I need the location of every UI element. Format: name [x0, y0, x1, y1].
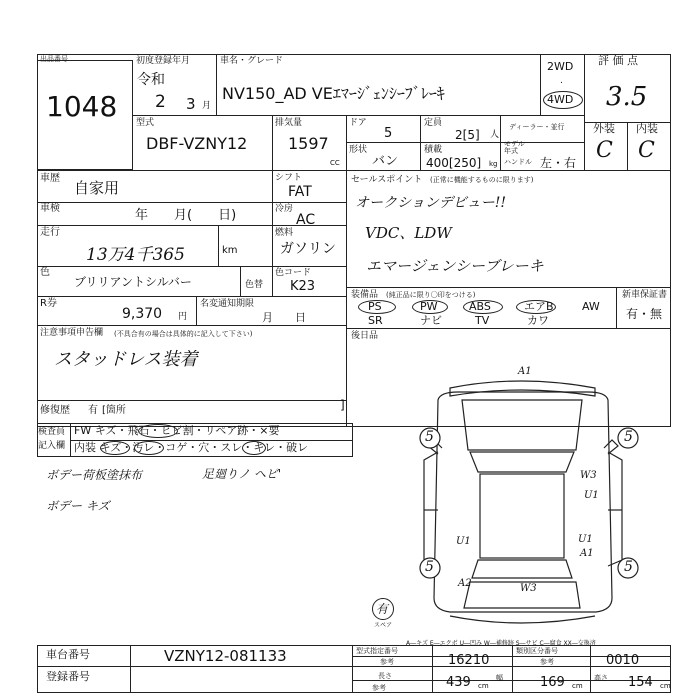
- damage-legend: A―キズ E―エクボ U―凹み W―補修跡 S―サビ C―腐食 XX―交換済: [406, 640, 596, 647]
- inspector-in-row: 内装 キズ・汚レ・コゲ・穴・スレ・キレ・破レ: [74, 441, 309, 454]
- repair-close: ]: [340, 398, 345, 412]
- exterior-grade: C: [596, 138, 613, 163]
- mark-right-4: U1: [578, 534, 593, 545]
- equip-aw: AW: [582, 300, 600, 313]
- height-label: 高さ: [594, 674, 608, 682]
- kg-unit: kg: [489, 160, 498, 168]
- mark-left-1: U1: [456, 536, 471, 547]
- height-unit: cm: [660, 682, 671, 690]
- history-label: 車歴: [40, 173, 60, 184]
- reg-month: 3: [186, 95, 196, 113]
- equip-ps: PS: [368, 300, 382, 313]
- mileage-label: 走行: [40, 227, 60, 238]
- length-label: 長さ: [378, 672, 392, 680]
- type-value: DBF-VZNY12: [146, 134, 248, 153]
- capacity-value: 2[5]: [455, 128, 480, 142]
- lot-number: 1048: [46, 90, 118, 123]
- recycle-value: 9,370: [122, 306, 163, 322]
- color-code-label: 色コード: [275, 268, 312, 278]
- model-grade-label: 車名・グレード: [220, 56, 284, 66]
- rating-value: 3.5: [606, 82, 648, 112]
- interior-grade: C: [638, 138, 655, 163]
- history-value: 自家用: [74, 179, 120, 197]
- handle-label: ハンドル: [504, 158, 532, 166]
- reg-number-label: 登録番号: [46, 670, 90, 683]
- rating-label: 評 価 点: [598, 54, 638, 67]
- inspector-label-2: 記入欄: [38, 441, 66, 451]
- dirt-circle: [134, 441, 164, 455]
- equip-pw: PW: [420, 300, 438, 313]
- fuel-value: ガソリン: [280, 241, 336, 257]
- inspector-note-2: ボデー キズ: [46, 499, 110, 513]
- equip-navi: ナビ: [420, 314, 442, 327]
- spare-value: 有: [376, 602, 389, 616]
- sales-label: セールスポイント: [351, 175, 423, 185]
- equip-sr: SR: [368, 314, 383, 327]
- equip-abs: ABS: [469, 300, 491, 313]
- recycle-label: R券: [40, 298, 57, 309]
- handle-value: 左・右: [540, 156, 577, 170]
- drive-4wd: 4WD: [547, 93, 574, 106]
- notes-label: 注意事項申告欄: [40, 328, 104, 338]
- body-value: バン: [372, 154, 399, 169]
- tire-rl: 5: [425, 559, 434, 575]
- inspection-label: 車検: [40, 203, 60, 214]
- type-no-ref: 参考: [380, 658, 394, 666]
- mark-right-2: U1: [584, 490, 599, 501]
- height-value: 154: [628, 675, 653, 690]
- type-no-value: 16210: [448, 653, 490, 668]
- era: 令和: [137, 72, 165, 88]
- exterior-label: 外装: [593, 122, 615, 135]
- ac-value: AC: [296, 212, 316, 228]
- color-code-value: K23: [290, 279, 316, 294]
- door-value: 5: [384, 126, 393, 141]
- type-label: 型式: [136, 118, 155, 128]
- inspector-note-1: ボデー荷板塗抹布: [46, 468, 143, 482]
- model-grade: NV150_AD VEｴﾏｰｼﾞｪﾝｼｰﾌﾞﾚｰｷ: [222, 84, 445, 103]
- rear-items-label: 後日品: [351, 331, 379, 341]
- spare-label: スペア: [374, 622, 393, 629]
- mark-rear: W3: [520, 583, 537, 594]
- ac-label: 冷房: [275, 204, 294, 214]
- chassis-value: VZNY12-081133: [164, 647, 287, 665]
- fuel-label: 燃料: [275, 228, 294, 238]
- dims-ref: 参考: [372, 684, 386, 692]
- body-label: 形状: [349, 145, 368, 155]
- new-car-warranty-value: 有・無: [626, 307, 663, 321]
- interior-label: 内装: [636, 122, 658, 135]
- displacement-value: 1597: [288, 134, 329, 153]
- equipment-note: (純正品に限り〇印をつける): [386, 291, 476, 299]
- reg-year: 2: [155, 92, 166, 112]
- cc-unit: CC: [330, 159, 340, 167]
- width-value: 169: [540, 675, 565, 690]
- tire-rr: 5: [624, 559, 633, 575]
- class-ref: 参考: [540, 658, 554, 666]
- mileage-value: 13万4千365: [86, 245, 185, 265]
- model-small-label: モデル: [504, 140, 525, 148]
- recycle-unit: 円: [178, 312, 188, 322]
- class-value: 0010: [606, 653, 640, 668]
- equip-tv: TV: [475, 314, 490, 327]
- width-label: 幅: [496, 674, 503, 682]
- scratch-circle: [100, 441, 130, 455]
- inspector-label-1: 検査員: [38, 427, 66, 437]
- mark-left-2: A2: [458, 578, 472, 589]
- color-change-label: 色替: [245, 280, 264, 290]
- repair-location: [箇所: [102, 405, 126, 416]
- sales-line-2: VDC、LDW: [365, 224, 452, 242]
- shift-label: シフト: [275, 173, 303, 183]
- color-label: 色: [40, 267, 50, 278]
- length-value: 439: [446, 675, 471, 690]
- chassis-label: 車台番号: [46, 648, 90, 661]
- equip-airbag: エアB: [524, 300, 554, 313]
- km-unit: km: [222, 245, 238, 256]
- color-value: ブリリアントシルバー: [74, 275, 192, 289]
- capacity-label: 定員: [424, 118, 443, 128]
- mark-right-1: W3: [580, 470, 597, 481]
- class-label: 類別区分番号: [516, 647, 558, 655]
- year-small-label: 年式: [504, 147, 518, 155]
- inspector-fw-row: FW キズ・飛石・ヒビ割・リペア跡・×要: [74, 424, 280, 437]
- notice-value: 月 日: [262, 311, 306, 324]
- type-no-label: 型式指定番号: [356, 647, 398, 655]
- notice-label: 名変通知期限: [200, 299, 255, 309]
- door-label: ドア: [349, 118, 367, 128]
- mark-right-5: A1: [580, 548, 594, 559]
- repair-label: 修復歴: [40, 405, 70, 416]
- month-unit: 月: [202, 101, 212, 111]
- person-unit: 人: [490, 130, 500, 140]
- inspector-note-1b: 足廻りノ ヘビ': [202, 467, 282, 481]
- notes-small: (不具合有の場合は具体的に記入して下さい): [114, 330, 253, 338]
- sales-note: (正常に機能するものに限ります): [430, 176, 534, 184]
- drive-dot: .: [560, 76, 563, 86]
- tire-fr: 5: [624, 429, 633, 445]
- notes-content: スタッドレス装着: [54, 349, 198, 370]
- exhibit-label: 出品番号: [40, 55, 68, 63]
- length-unit: cm: [478, 682, 489, 690]
- repair-value: 有: [88, 405, 98, 416]
- equip-leather: カワ: [527, 314, 549, 327]
- dealer-label: ディーラー・並行: [509, 123, 565, 131]
- width-unit: cm: [572, 682, 583, 690]
- equipment-label: 装備品: [351, 290, 379, 300]
- chip-circle: [138, 424, 178, 438]
- mark-front: A1: [518, 366, 532, 377]
- new-car-warranty-label: 新車保証書: [622, 290, 668, 300]
- sales-line-3: エマージェンシーブレーキ: [366, 257, 544, 275]
- inspection-value: 年 月( 日): [135, 208, 237, 223]
- first-reg-label: 初度登録年月: [136, 56, 191, 66]
- displacement-label: 排気量: [275, 118, 303, 128]
- load-value: 400[250]: [426, 156, 482, 170]
- tire-fl: 5: [425, 429, 434, 445]
- shift-value: FAT: [288, 184, 312, 200]
- rub-circle: [242, 441, 266, 455]
- load-label: 積載: [424, 145, 443, 155]
- sales-line-1: オークションデビュー!!: [355, 195, 506, 211]
- drive-2wd: 2WD: [547, 60, 574, 73]
